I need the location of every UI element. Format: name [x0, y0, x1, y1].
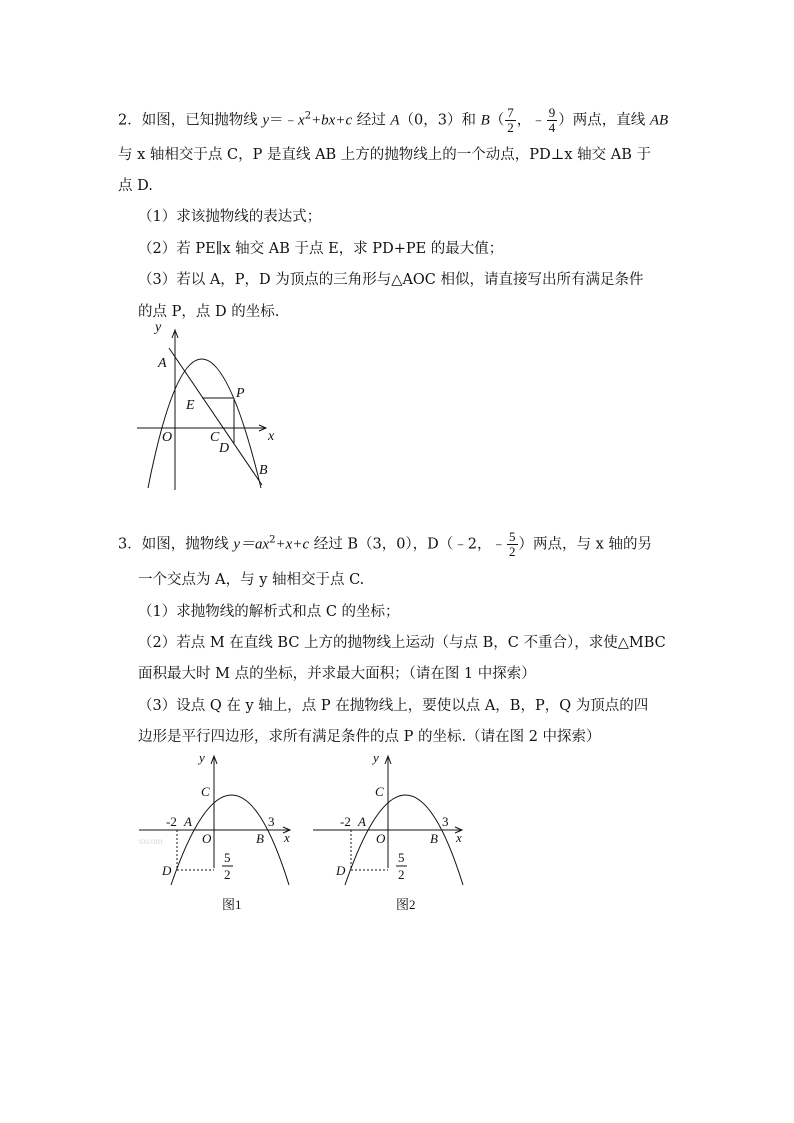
- q2-subquestion-2: （2）若 PE∥x 轴交 AB 于点 E，求 PD+PE 的最大值；: [138, 241, 504, 257]
- caption-figure-2: 图2: [396, 897, 416, 912]
- label-O: O: [376, 831, 386, 846]
- label-A: A: [158, 356, 167, 371]
- label-fraction-den: 2: [224, 867, 231, 882]
- parabola: [148, 359, 261, 488]
- label-B: B: [256, 831, 264, 846]
- line-AB: [169, 348, 262, 485]
- fraction-5-2: $\frac{5}{2}$: [509, 529, 516, 559]
- label-fraction-num: 5: [398, 850, 405, 865]
- q2-line-3: 点 D.: [118, 178, 153, 194]
- q2-figure: [135, 320, 285, 495]
- label-O: O: [162, 430, 173, 445]
- q3-subquestion-3a: （3）设点 Q 在 y 轴上，点 P 在抛物线上，要使以点 A，B，P，Q 为顶点的四: [138, 698, 649, 714]
- label-D: D: [336, 863, 346, 878]
- watermark: sxcom: [139, 836, 163, 846]
- label-neg2: -2: [340, 814, 351, 829]
- q3-line-2: 一个交点为 A，与 y 轴相交于点 C.: [138, 572, 365, 588]
- label-O: O: [202, 831, 212, 846]
- q3-subquestion-3b: 边形是平行四边形，求所有满足条件的点 P 的坐标.（请在图 2 中探索）: [138, 729, 601, 745]
- label-fraction-num: 5: [224, 850, 231, 865]
- fraction-9-4: $\frac{9}{4}$: [548, 105, 556, 135]
- q3-subquestion-2b: 面积最大时 M 点的坐标，并求最大面积；（请在图 1 中探索）: [138, 666, 536, 682]
- label-D: D: [219, 441, 230, 456]
- label-C: C: [201, 784, 210, 799]
- label-3: 3: [268, 814, 275, 829]
- label-A: A: [358, 814, 366, 829]
- label-y: y: [373, 750, 379, 765]
- q2-subquestion-3a: （3）若以 A，P，D 为顶点的三角形与△AOC 相似，请直接写出所有满足条件: [138, 272, 644, 288]
- q2-line-2: 与 x 轴相交于点 C，P 是直线 AB 上方的抛物线上的一个动点，PD⊥x 轴交 AB 于: [118, 147, 651, 163]
- q3-subquestion-1: （1）求抛物线的解析式和点 C 的坐标；: [138, 604, 400, 620]
- label-B: B: [259, 463, 268, 478]
- label-B: B: [430, 831, 438, 846]
- q2-line-1: 2．如图，已知抛物线 $y=﹣x^2+bx+c$ 经过 A（0，3）和 B（ $\frac{7}{2}$ ，﹣ $\frac{9}{4}$ ）两点，直线 AB: [118, 105, 669, 135]
- label-C: C: [210, 430, 220, 445]
- label-3: 3: [442, 814, 449, 829]
- label-fraction-den: 2: [398, 867, 405, 882]
- label-x: x: [268, 429, 275, 444]
- caption-figure-1: 图1: [222, 897, 242, 912]
- label-y: y: [199, 750, 205, 765]
- label-neg2: -2: [166, 814, 177, 829]
- q2-subquestion-3b: 的点 P，点 D 的坐标.: [138, 304, 280, 320]
- label-y: y: [155, 320, 162, 335]
- q3-line-1: 3．如图，抛物线 $y=ax^2+x+c$ 经过 B（3，0），D（﹣2，﹣ $\frac{5}{2}$ ）两点，与 x 轴的另: [118, 529, 652, 559]
- q3-figure-1: [137, 750, 297, 915]
- q3-figure-2: [311, 750, 471, 915]
- q2-subquestion-1: （1）求该抛物线的表达式；: [138, 209, 322, 225]
- label-A: A: [184, 814, 192, 829]
- q3-subquestion-2a: （2）若点 M 在直线 BC 上方的抛物线上运动（与点 B，C 不重合），求使△MBC: [138, 635, 666, 651]
- label-P: P: [236, 386, 245, 401]
- fraction-7-2: $\frac{7}{2}$: [507, 105, 514, 135]
- label-x: x: [284, 830, 290, 845]
- label-E: E: [186, 398, 195, 413]
- label-x: x: [456, 830, 462, 845]
- label-C: C: [375, 784, 384, 799]
- label-D: D: [162, 863, 172, 878]
